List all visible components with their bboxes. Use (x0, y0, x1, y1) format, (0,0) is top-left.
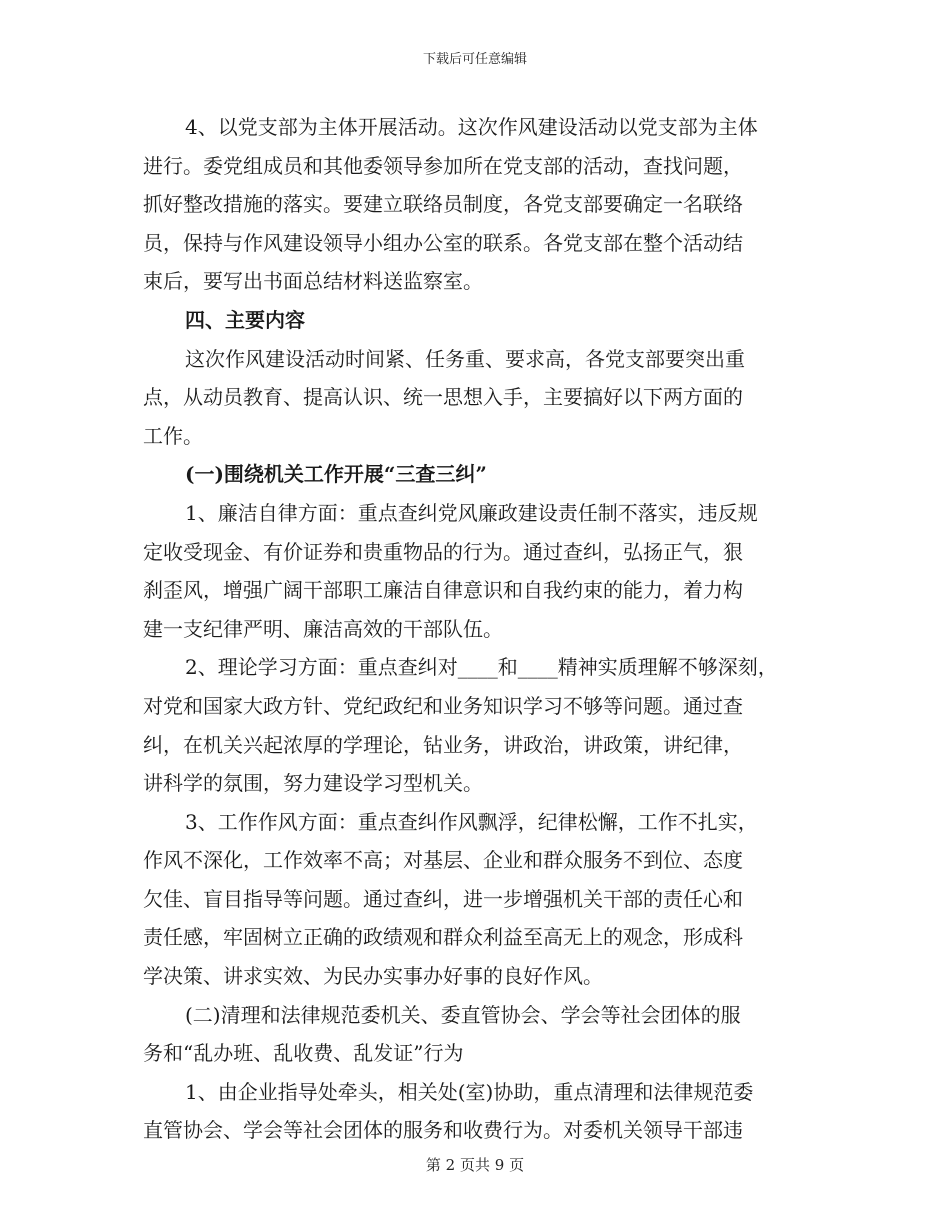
text-line: 束后，要写出书面总结材料送监察室。 (143, 269, 483, 294)
paragraph (143, 803, 823, 996)
text-line: 定收受现金、有价证券和贵重物品的行为。通过查纠，弘扬正气，狠 (143, 539, 743, 564)
paragraph (143, 996, 823, 1073)
page-footer: 第 2 页共 9 页 (425, 1156, 525, 1174)
text-line: 抓好整改措施的落实。要建立联络员制度，各党支部要确定一名联络 (143, 192, 743, 217)
text-line: 工作。 (143, 423, 203, 448)
text-line: (二)清理和法律规范委机关、委直管协会、学会等社会团体的服 (185, 1002, 741, 1027)
paragraph (143, 108, 823, 301)
text-line: 员，保持与作风建设领导小组办公室的联系。各党支部在整个活动结 (143, 230, 743, 255)
text-line: 3、工作作风方面：重点查纠作风飘浮，纪律松懈，工作不扎实， (185, 809, 758, 834)
page-header: 下载后可任意编辑 (422, 52, 527, 67)
paragraph (143, 648, 823, 802)
text-line: 建一支纪律严明、廉洁高效的干部队伍。 (143, 616, 503, 641)
text-line: 2、理论学习方面：重点查纠对____和____精神实质理解不够深刻， (185, 655, 778, 680)
text-line: 讲科学的氛围，努力建设学习型机关。 (143, 771, 483, 796)
text-line: (一)围绕机关工作开展“三查三纠” (185, 462, 487, 487)
paragraph (143, 494, 823, 648)
paragraph (143, 340, 823, 456)
text-line: 4、以党支部为主体开展活动。这次作风建设活动以党支部为主体 (185, 115, 758, 139)
text-line: 点，从动员教育、提高认识、统一思想入手，主要搞好以下两方面的 (143, 385, 743, 410)
text-line: 纠，在机关兴起浓厚的学理论，钻业务，讲政治，讲政策，讲纪律， (143, 732, 743, 757)
text-line: 作风不深化，工作效率不高；对基层、企业和群众服务不到位、态度 (143, 848, 743, 873)
text-line: 刹歪风，增强广阔干部职工廉洁自律意识和自我约束的能力，着力构 (143, 578, 743, 603)
text-line: 欠佳、盲目指导等问题。通过查纠，进一步增强机关干部的责任心和 (143, 886, 743, 911)
text-line: 四、主要内容 (185, 307, 305, 332)
text-line: 1、廉洁自律方面：重点查纠党风廉政建设责任制不落实，违反规 (185, 500, 758, 525)
section-heading (143, 455, 823, 494)
text-line: 对党和国家大政方针、党纪政纪和业务知识学习不够等问题。通过查 (143, 693, 743, 718)
paragraph (143, 1073, 823, 1150)
text-line: 责任感，牢固树立正确的政绩观和群众利益至高无上的观念，形成科 (143, 925, 743, 950)
document-body (143, 108, 823, 1150)
text-line: 这次作风建设活动时间紧、任务重、要求高，各党支部要突出重 (185, 346, 745, 371)
text-line: 学决策、讲求实效、为民办实事办好事的良好作风。 (143, 964, 603, 989)
text-line: 务和“乱办班、乱收费、乱发证”行为 (143, 1041, 464, 1066)
text-line: 1、由企业指导处牵头，相关处(室)协助，重点清理和法律规范委 (185, 1079, 754, 1104)
section-heading (143, 301, 823, 340)
text-line: 直管协会、学会等社会团体的服务和收费行为。对委机关领导干部违 (143, 1118, 743, 1143)
text-line: 进行。委党组成员和其他委领导参加所在党支部的活动，查找问题， (143, 153, 743, 178)
